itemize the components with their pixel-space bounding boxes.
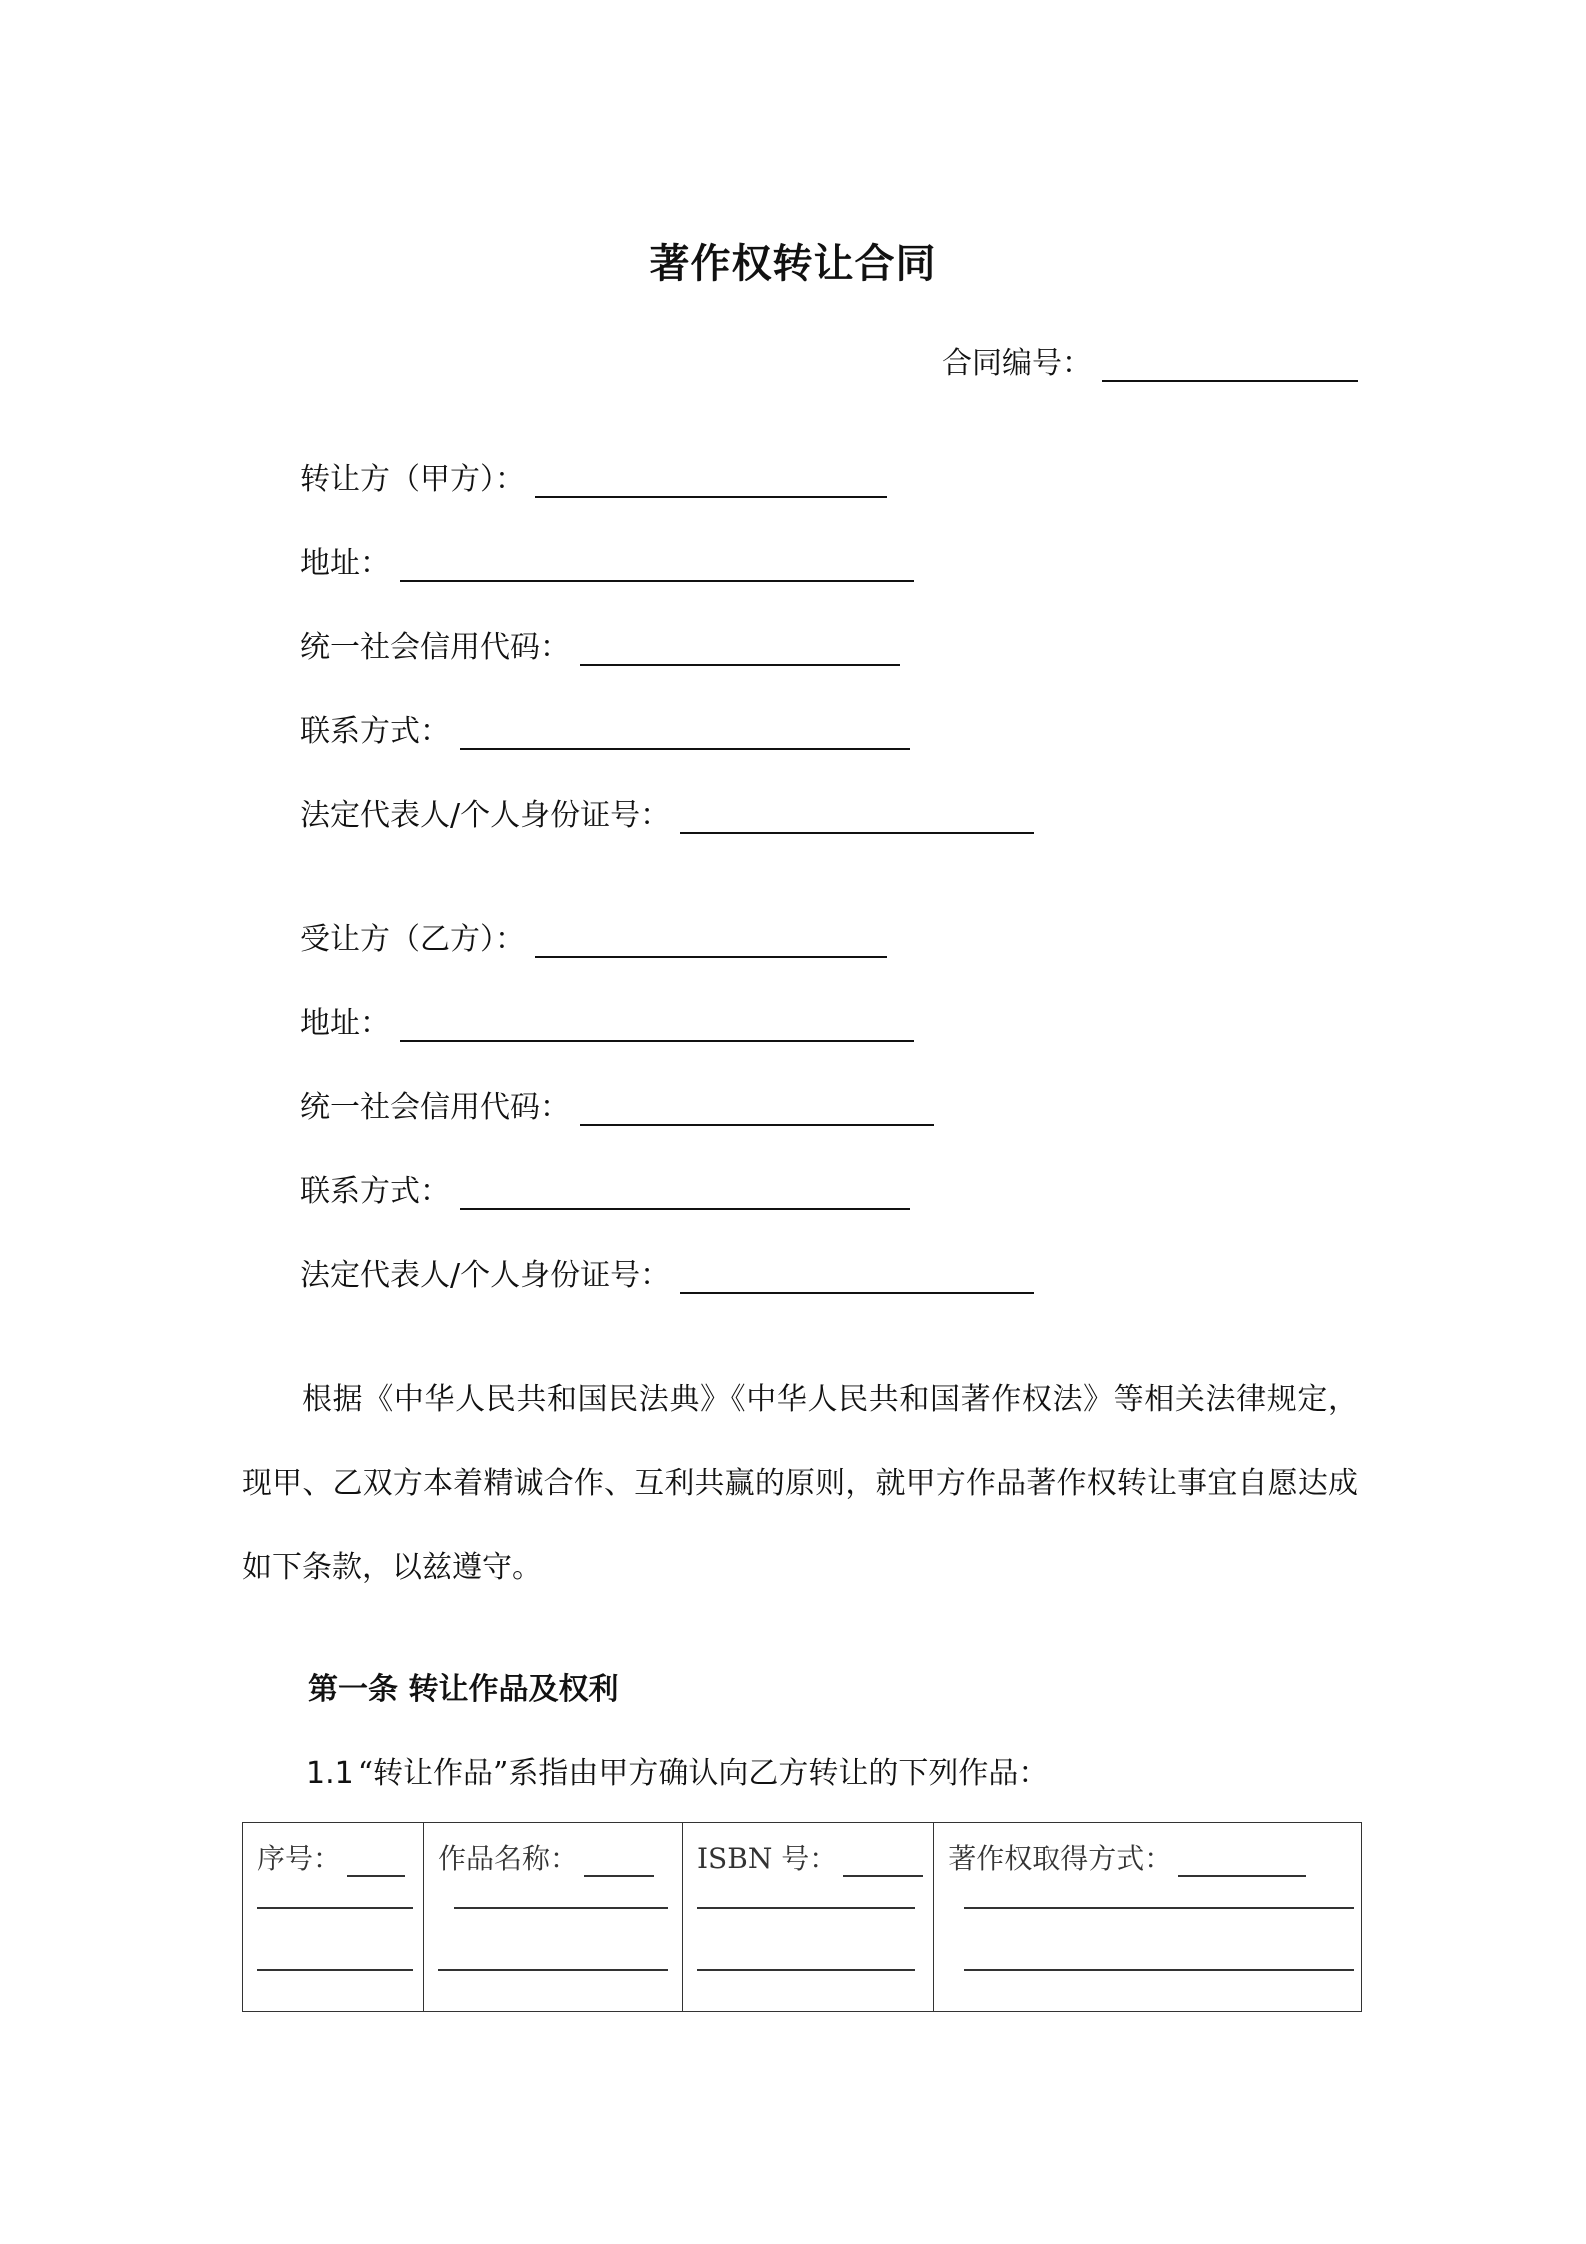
party-b-legal-rep-label: 法定代表人/个人身份证号： xyxy=(300,1258,671,1293)
clause-number: 1.1 xyxy=(306,1756,354,1791)
contract-number-row xyxy=(942,338,1358,382)
acquisition-line-1[interactable] xyxy=(964,1907,1354,1909)
party-b-name-row xyxy=(300,916,887,958)
party-b-address-blank[interactable] xyxy=(400,1010,914,1042)
contract-number-blank[interactable] xyxy=(1102,350,1358,382)
party-b-contact-row xyxy=(300,1168,910,1210)
party-a-legal-rep-blank[interactable] xyxy=(680,802,1034,834)
party-a-contact-label: 联系方式： xyxy=(300,714,450,749)
serial-line-1[interactable] xyxy=(257,1907,413,1909)
party-a-credit-code-label: 统一社会信用代码： xyxy=(300,630,570,665)
clause-1-1 xyxy=(306,1748,1048,1792)
serial-blank[interactable] xyxy=(347,1849,405,1877)
party-a-legal-rep-row xyxy=(300,792,1034,834)
party-b-address-row xyxy=(300,1000,914,1042)
acquisition-method-cell xyxy=(934,1823,1362,2012)
preamble-paragraph: 根据《中华人民共和国民法典》《中华人民共和国著作权法》等相关法律规定，现甲、乙双方本着精诚合作、互利共赢的原则，就甲方作品著作权转让事宜自愿达成如下条款，以兹遵守。 xyxy=(242,1382,1358,1585)
party-a-address-label: 地址： xyxy=(300,546,390,581)
work-name-cell xyxy=(424,1823,683,2012)
contract-number-label: 合同编号： xyxy=(942,346,1092,381)
party-a-credit-code-blank[interactable] xyxy=(580,634,900,666)
work-name-line-1[interactable] xyxy=(454,1907,668,1909)
work-name-blank[interactable] xyxy=(584,1849,654,1877)
work-name-label: 作品名称： xyxy=(438,1842,579,1875)
isbn-line-2[interactable] xyxy=(697,1969,915,1971)
party-a-name-row xyxy=(300,456,887,498)
party-b-legal-rep-row xyxy=(300,1252,1034,1294)
serial-line-2[interactable] xyxy=(257,1969,413,1971)
party-b-address-label: 地址： xyxy=(300,1006,390,1041)
isbn-cell xyxy=(683,1823,934,2012)
party-b-contact-label: 联系方式： xyxy=(300,1174,450,1209)
isbn-line-1[interactable] xyxy=(697,1907,915,1909)
clause-text: “转让作品”系指由甲方确认向乙方转让的下列作品： xyxy=(357,1756,1049,1791)
works-table xyxy=(242,1822,1362,2012)
work-name-line-2[interactable] xyxy=(438,1969,668,1971)
party-a-legal-rep-label: 法定代表人/个人身份证号： xyxy=(300,798,671,833)
article-1-heading: 第一条 转让作品及权利 xyxy=(308,1672,619,1707)
party-a-contact-row xyxy=(300,708,910,750)
serial-cell xyxy=(243,1823,424,2012)
acquisition-method-blank[interactable] xyxy=(1178,1849,1306,1877)
party-a-address-row xyxy=(300,540,914,582)
isbn-blank[interactable] xyxy=(843,1849,923,1877)
party-a-name-blank[interactable] xyxy=(535,466,887,498)
party-b-contact-blank[interactable] xyxy=(460,1178,910,1210)
acquisition-method-label: 著作权取得方式： xyxy=(948,1842,1173,1875)
party-a-address-blank[interactable] xyxy=(400,550,914,582)
party-b-name-label: 受让方（乙方）： xyxy=(300,922,525,957)
party-b-legal-rep-blank[interactable] xyxy=(680,1262,1034,1294)
party-a-credit-code-row xyxy=(300,624,900,666)
party-b-credit-code-blank[interactable] xyxy=(580,1094,934,1126)
acquisition-line-2[interactable] xyxy=(964,1969,1354,1971)
party-b-credit-code-label: 统一社会信用代码： xyxy=(300,1090,570,1125)
table-row xyxy=(243,1823,1362,2012)
isbn-label: ISBN 号： xyxy=(697,1842,838,1875)
party-b-credit-code-row xyxy=(300,1084,934,1126)
party-a-contact-blank[interactable] xyxy=(460,718,910,750)
party-a-name-label: 转让方（甲方）： xyxy=(300,462,525,497)
serial-label: 序号： xyxy=(257,1842,342,1875)
party-b-name-blank[interactable] xyxy=(535,926,887,958)
document-title: 著作权转让合同 xyxy=(649,241,937,287)
